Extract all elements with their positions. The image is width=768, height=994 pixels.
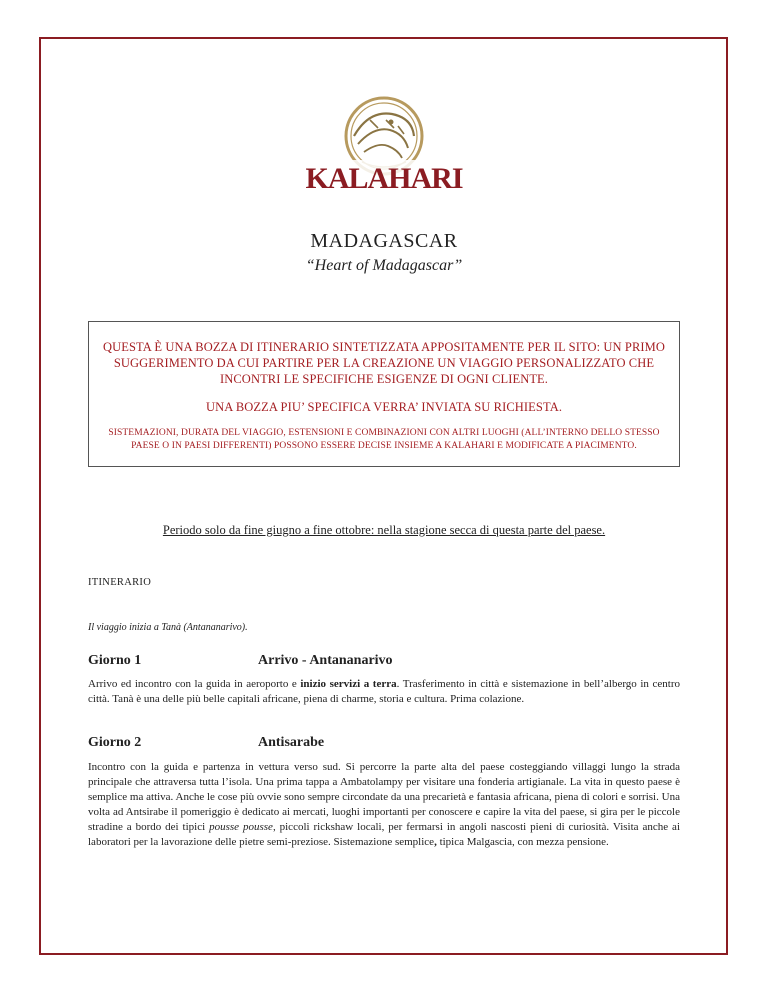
day-text-part: Arrivo ed incontro con la guida in aeroporto e xyxy=(88,678,301,690)
day-text-part: . Trasferimento in città e sistemazione in bell’albergo in centro città. Tanà è una delle più belle capitali africane, piena di charme, storia e cultura. Prima colazione. xyxy=(88,678,680,705)
kalahari-emblem-icon xyxy=(305,92,463,198)
day-heading xyxy=(88,653,393,669)
brand-wordmark: KALAHARI xyxy=(305,162,463,195)
travel-period: Periodo solo da fine giugno a fine ottobre: nella stagione secca di questa parte del paese. xyxy=(162,523,606,537)
day-text-bold: , xyxy=(434,836,437,848)
day-description xyxy=(88,677,680,707)
notice-main-text: QUESTA È UNA BOZZA DI ITINERARIO SINTETIZZATA APPOSITAMENTE PER IL SITO: UN PRIMO SUGGERIMENTO DA CUI PARTIRE PER LA CREAZIONE UN VIAGGIO PERSONALIZZATO CHE INCONTRI LE SPECIFICHE ESIGENZE DI OGNI CLIENTE. xyxy=(102,340,666,386)
itinerary-intro: Il viaggio inizia a Tanà (Antananarivo). xyxy=(88,622,248,633)
page-title: MADAGASCAR xyxy=(310,230,458,252)
day-text-bold: inizio servizi a terra xyxy=(300,678,397,690)
day-number: Giorno 1 xyxy=(88,653,142,668)
day-number: Giorno 2 xyxy=(88,735,142,750)
notice-request-text: UNA BOZZA PIU’ SPECIFICA VERRA’ INVIATA SU RICHIESTA. xyxy=(205,400,563,414)
notice-small-text: SISTEMAZIONI, DURATA DEL VIAGGIO, ESTENSIONI E COMBINAZIONI CON ALTRI LUOGHI (ALL’INTERNO DELLO STESSO PAESE O IN PAESI DIFFERENTI) POSSONO ESSERE DECISE INSIEME A KALAHARI E MODIFICATE A PIACIMENTO. xyxy=(108,428,660,451)
itinerary-label: ITINERARIO xyxy=(88,577,152,588)
day-text-italic: pousse pousse xyxy=(209,821,273,833)
day-place: Antisarabe xyxy=(258,735,325,750)
day-text-part: tipica Malgascia, con mezza pensione. xyxy=(436,836,609,848)
day-place: Arrivo - Antananarivo xyxy=(258,653,393,668)
day-text-part: Incontro con la guida e partenza in vettura verso sud. Si percorre la parte alta del paese costeggiando villaggi lungo la strada principale che attraversa tutta l’isola. Una prima tappa a Ambatolampy per visitare una fonderia artigianale. La vita in questo paese è semplice ma attiva. Anche le cose più ovvie sono sempre circondate da una precarietà e fantasia africana, piena di colori e sorrisi. Una volta ad Antsirabe il pomeriggio è dedicato ai mercati, luoghi importanti per conoscere e capire la vita del paese, si gira per le piccole stradine a bordo dei tipici xyxy=(88,761,680,833)
day-description xyxy=(88,760,680,850)
notice-box xyxy=(88,321,680,467)
kalahari-logo xyxy=(305,92,463,198)
day-heading xyxy=(88,735,324,751)
day-text-part: , piccoli rickshaw locali, per fermarsi in angoli nascosti pieni di curiosità. Visita anche ai laboratori per la lavorazione delle pietre semi-preziose. Sistemazione semplice xyxy=(88,821,680,848)
page-subtitle: “Heart of Madagascar” xyxy=(305,257,463,274)
